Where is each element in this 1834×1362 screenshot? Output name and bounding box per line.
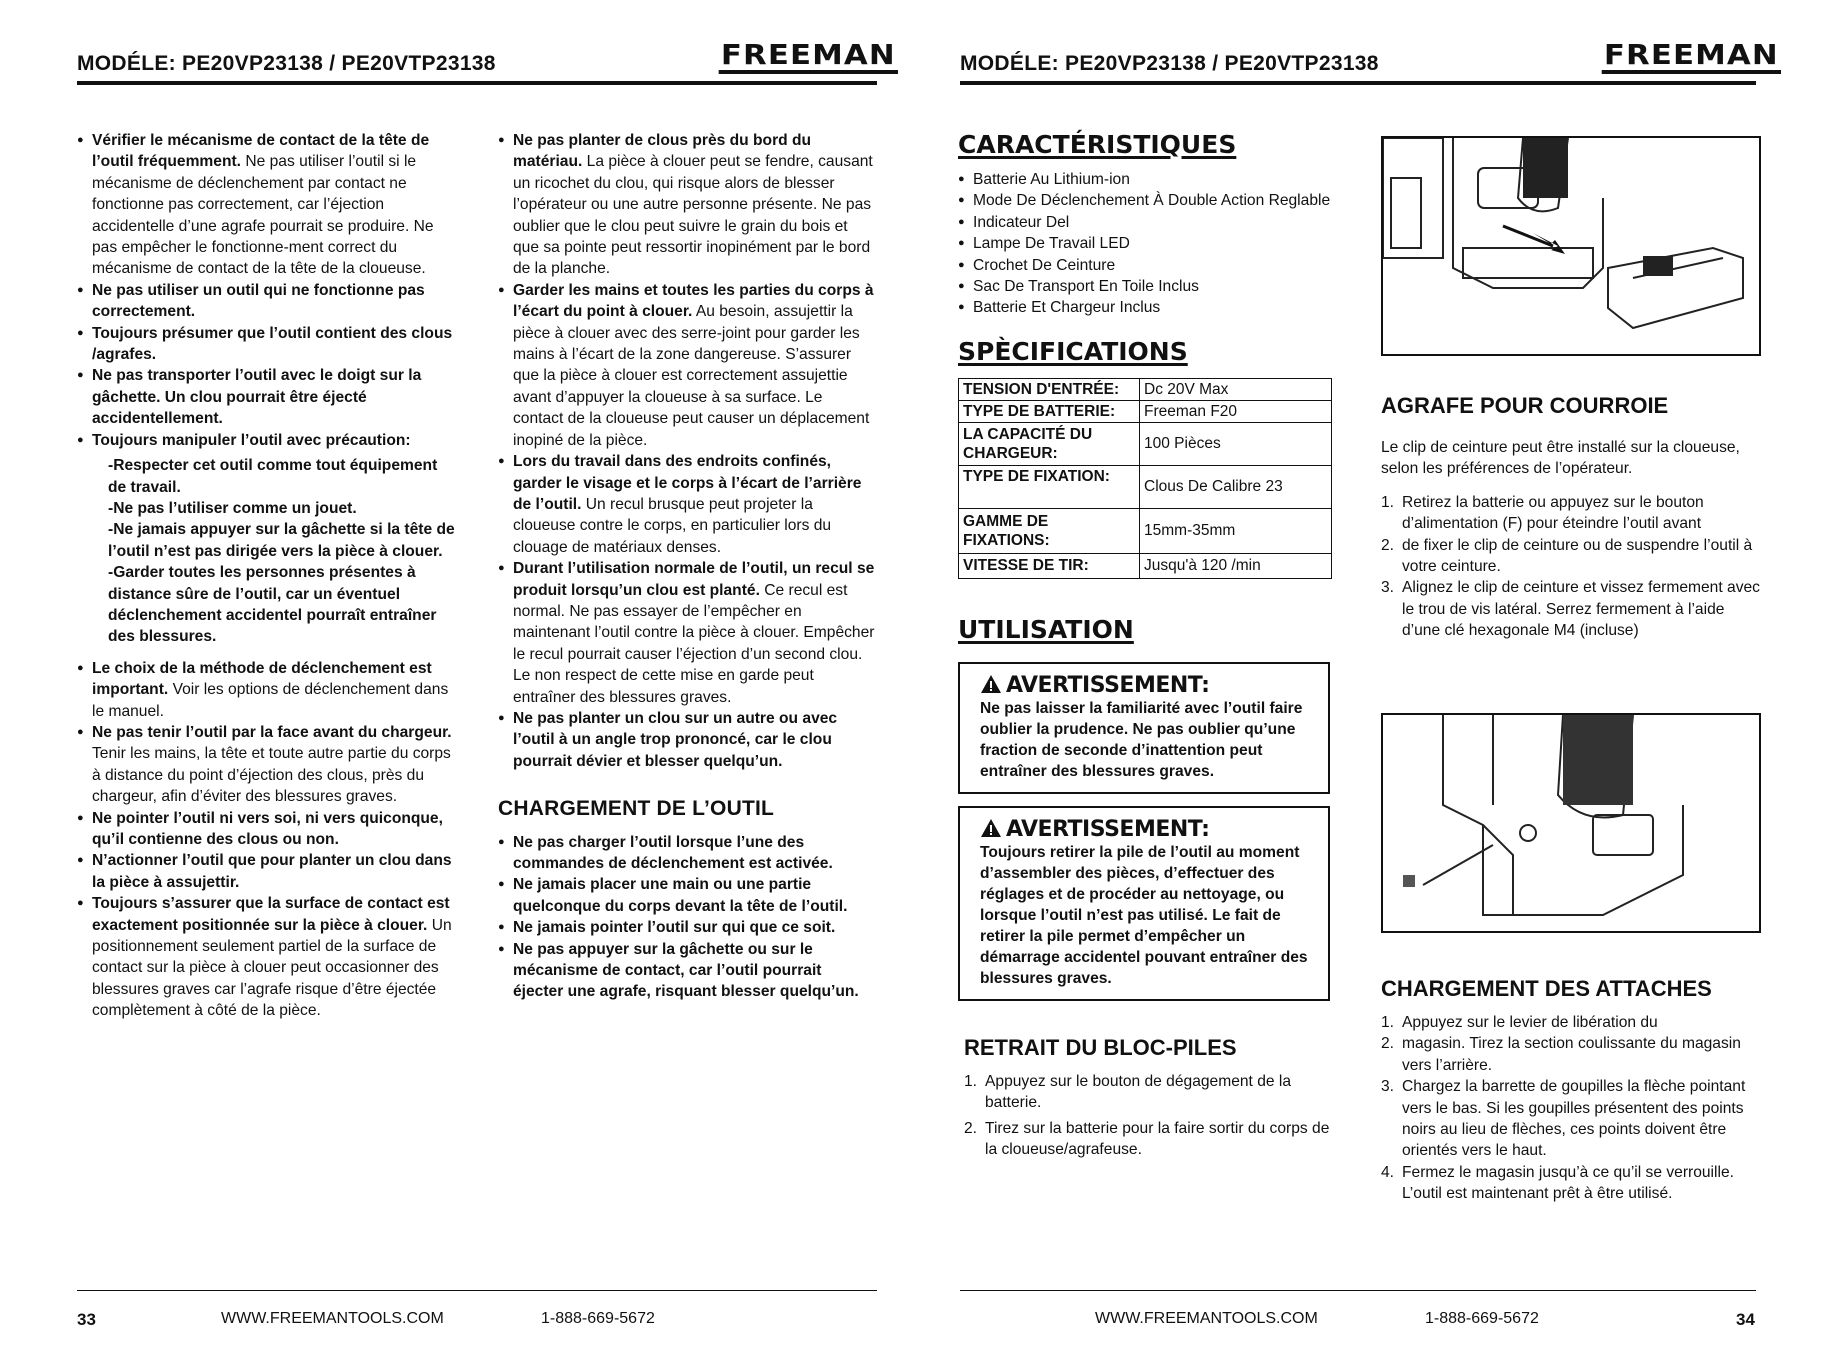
battery-removal-steps xyxy=(964,1071,1334,1161)
footer-phone-left: 1-888-669-5672 xyxy=(541,1310,655,1327)
table-row: TYPE DE BATTERIE: Freeman F20 xyxy=(959,400,1332,422)
list-item: ● Ne jamais pointer l’outil sur qui que ce soit. xyxy=(498,917,876,938)
list-item: ● Ne pas utiliser un outil qui ne fonctionne pas correctement. xyxy=(77,280,455,323)
list-item: 3. Chargez la barrette de goupilles la flèche pointant vers le bas. Si les goupilles présentent des points noirs au lieu de flèches, ces points doivent être orientés vers le haut. xyxy=(1381,1078,1746,1160)
sub-item: -Ne pas l’utiliser comme un jouet. xyxy=(108,499,357,517)
right-column-2 xyxy=(1381,393,1761,642)
list-item: ● Ne pas tenir l’outil par la face avant du chargeur. Tenir les mains, la tête et toute autre partie du corps à distance du point d’éjection des clous, près du chargeur, afin d’éviter des blessures graves. xyxy=(77,722,455,808)
list-item: ● Toujours présumer que l’outil contient des clous /agrafes. xyxy=(77,323,455,366)
nailer-battery-image xyxy=(1383,138,1759,354)
specifications-table xyxy=(958,378,1332,579)
fasteners-steps xyxy=(1381,1012,1761,1205)
list-item: 1. Appuyez sur le bouton de dégagement de la batterie. xyxy=(964,1072,1292,1112)
table-row: VITESSE DE TIR: Jusqu'à 120 /min xyxy=(959,553,1332,578)
warning-text: Toujours retirer la pile de l’outil au moment d’assembler des pièces, d’effectuer des réglages et de procéder au nettoyage, ou lorsque l’outil n’est pas utilisé. Le fait de retirer la pile permet d’empêcher un démarrage accidentel pouvant entraîner des blessures graves. xyxy=(980,843,1308,987)
footer-rule-left xyxy=(77,1290,877,1291)
belt-clip-illustration xyxy=(1381,713,1761,933)
list-item: ● Ne pas charger l’outil lorsque l’une des commandes de déclenchement est activée. xyxy=(498,832,876,875)
list-item: ● Ne pointer l’outil ni vers soi, ni vers quiconque, qu’il contienne des clous ou non. xyxy=(77,808,455,851)
page-number-right: 34 xyxy=(1736,1310,1755,1329)
warning-triangle-icon xyxy=(980,674,1002,694)
list-item: ● Ne pas planter un clou sur un autre ou avec l’outil à un angle trop prononcé, car le clou pourrait dévier et blesser quelqu’un. xyxy=(498,708,876,772)
right-column-1 xyxy=(958,130,1338,1160)
list-item: 1. Retirez la batterie ou appuyez sur le bouton d’alimentation (F) pour éteindre l’outil avant xyxy=(1381,493,1704,533)
list-item: ● Crochet De Ceinture xyxy=(958,255,1338,276)
list-item: ● Ne pas planter de clous près du bord du matériau. La pièce à clouer peut se fendre, causant un ricochet du clou, qui risque alors de blesser l’opérateur ou une autre personne présente. Ne pas oublier que le clou peut suivre le grain du bois et que sa pointe peut ressortir inopinément par le bord de la planche. xyxy=(498,130,876,280)
safety-column-1 xyxy=(77,130,455,1022)
list-item: ● Batterie Et Chargeur Inclus xyxy=(958,297,1338,318)
list-item: ● Indicateur Del xyxy=(958,212,1338,233)
footer-phone-right: 1-888-669-5672 xyxy=(1425,1310,1539,1327)
features-heading: CARACTÉRISTIQUES xyxy=(958,130,1237,159)
battery-removal-heading: RETRAIT DU BLOC-PILES xyxy=(964,1034,1237,1060)
list-item: ● Ne pas transporter l’outil avec le doigt sur la gâchette. Un clou pourrait être éjecté accidentellement. xyxy=(77,365,455,429)
list-item: 1. Appuyez sur le levier de libération du xyxy=(1381,1014,1658,1031)
warning-title: AVERTISSEMENT: xyxy=(980,674,1310,696)
list-item: ● Ne jamais placer une main ou une partie quelconque du corps devant la tête de l’outil. xyxy=(498,874,876,917)
list-item: 2. magasin. Tirez la section coulissante du magasin vers l’arrière. xyxy=(1381,1035,1741,1074)
sub-item: -Garder toutes les personnes présentes à distance sûre de l’outil, car un éventuel déclenchement accidentel pourraît entraîner des blessures. xyxy=(108,564,437,646)
list-item: ● Sac De Transport En Toile Inclus xyxy=(958,276,1338,297)
list-item: ● N’actionner l’outil que pour planter un clou dans la pièce à assujettir. xyxy=(77,850,455,893)
sub-item: -Ne jamais appuyer sur la gâchette si la tête de l’outil n’est pas dirigée vers la pièce à clouer. xyxy=(108,521,455,560)
warning-triangle-icon xyxy=(980,818,1002,838)
page-header-title-right: MODÉLE: PE20VP23138 / PE20VTP23138 xyxy=(960,52,1379,75)
list-item: ● Ne pas appuyer sur la gâchette ou sur le mécanisme de contact, car l’outil pourrait éjecter une agrafe, risquant blesser quelqu’un. xyxy=(498,939,876,1003)
warning-box-1 xyxy=(958,662,1330,794)
footer-rule-right xyxy=(960,1290,1756,1291)
list-item: 3. Alignez le clip de ceinture et vissez fermement avec le trou de vis latéral. Serrez fermement à l’aide d’une clé hexagonale M4 (incluse) xyxy=(1381,579,1760,640)
list-item: ● Toujours manipuler l’outil avec précaution: xyxy=(77,430,455,451)
list-item: ● Toujours s’assurer que la surface de contact est exactement positionnée sur la pièce à clouer. Un positionnement seulement partiel de la surface de contact sur la pièce à clouer peut occasionner des blessures graves car l’agrafe risque d’être éjectée complètement à côté de la pièce. xyxy=(77,893,455,1021)
list-item: ● Le choix de la méthode de déclenchement est important. Voir les options de déclenchement dans le manuel. xyxy=(77,658,455,722)
page-header-title-left: MODÉLE: PE20VP23138 / PE20VTP23138 xyxy=(77,52,496,75)
footer-url-left: WWW.FREEMANTOOLS.COM xyxy=(221,1310,444,1327)
right-column-2b xyxy=(1381,976,1761,1205)
fasteners-heading: CHARGEMENT DES ATTACHES xyxy=(1381,976,1712,1001)
list-item: ● Mode De Déclenchement À Double Action Reglable xyxy=(958,190,1338,211)
list-item: ● Vérifier le mécanisme de contact de la tête de l’outil fréquemment. Ne pas utiliser l’outil si le mécanisme de déclenchement par contact ne fonctionne pas correctement, car l’éjection accidentelle d’une agrafe pourrait se produire. Ne pas empêcher le fonctionne-ment correct du mécanisme de contact de la tête de la cloueuse. xyxy=(77,130,455,280)
belt-clip-steps xyxy=(1381,492,1761,642)
table-row: TYPE DE FIXATION: Clous De Calibre 23 xyxy=(959,465,1332,508)
list-item: ● Garder les mains et toutes les parties du corps à l’écart du point à clouer. Au besoin, assujettir la pièce à clouer avec des serre-joint pour garder les mains à l’écart de la zone dangereuse. S’assurer que la pièce à clouer est correctement assujettie avant d’appuyer la cloueuse à sa surface. Le contact de la cloueuse peut causer un déplacement inopiné de la pièce. xyxy=(498,280,876,451)
table-row: LA CAPACITÉ DU CHARGEUR: 100 Pièces xyxy=(959,422,1332,465)
page-number-left: 33 xyxy=(77,1310,96,1329)
freeman-logo-right: FREEMAN xyxy=(1602,40,1781,74)
usage-heading: UTILISATION xyxy=(958,614,1134,644)
freeman-logo-left: FREEMAN xyxy=(719,40,898,74)
table-row: TENSION D'ENTRÉE: Dc 20V Max xyxy=(959,378,1332,400)
footer-url-right: WWW.FREEMANTOOLS.COM xyxy=(1095,1310,1318,1327)
list-item: ● Batterie Au Lithium-ion xyxy=(958,169,1338,190)
list-item: 2. Tirez sur la batterie pour la faire sortir du corps de la cloueuse/agrafeuse. xyxy=(964,1119,1330,1159)
features-list xyxy=(958,169,1338,319)
sub-item: -Respecter cet outil comme tout équipement de travail. xyxy=(108,457,438,496)
list-item: 4. Fermez le magasin jusqu’à ce qu’il se verrouille. L’outil est maintenant prêt à être utilisé. xyxy=(1381,1163,1734,1203)
battery-removal-illustration xyxy=(1381,136,1761,356)
header-rule-right xyxy=(960,81,1756,85)
header-rule-left xyxy=(77,81,877,85)
list-item: ● Lampe De Travail LED xyxy=(958,233,1338,254)
table-row: GAMME DE FIXATIONS: 15mm-35mm xyxy=(959,508,1332,553)
section-heading-loading: CHARGEMENT DE L’OUTIL xyxy=(498,797,775,821)
warning-title: AVERTISSEMENT: xyxy=(980,818,1310,840)
belt-clip-image xyxy=(1383,715,1759,931)
warning-text: Ne pas laisser la familiarité avec l’outil faire oublier la prudence. Ne pas oublier qu’une fraction de seconde d’inattention peut entraîner des blessures graves. xyxy=(980,699,1303,780)
belt-clip-intro: Le clip de ceinture peut être installé sur la cloueuse, selon les préférences de l’opérateur. xyxy=(1381,439,1740,478)
specifications-heading: SPÈCIFICATIONS xyxy=(958,336,1188,366)
belt-clip-heading: AGRAFE POUR COURROIE xyxy=(1381,393,1669,418)
warning-box-2 xyxy=(958,806,1330,1001)
list-item: 2. de fixer le clip de ceinture ou de suspendre l’outil à votre ceinture. xyxy=(1381,536,1753,576)
safety-column-2 xyxy=(498,130,876,1003)
list-item: ● Lors du travail dans des endroits confinés, garder le visage et le corps à l’écart de l’arrière de l’outil. Un recul brusque peut projeter la cloueuse contre le corps, en particulier lors du clouage de matériaux denses. xyxy=(498,451,876,558)
list-item: ● Durant l’utilisation normale de l’outil, un recul se produit lorsqu’un clou est planté. Ce recul est normal. Ne pas essayer de l’empêcher en maintenant l’outil contre la pièce à clouer. Empêcher le recul pourrait causer l’éjection d’un second clou. Le non respect de cette mise en garde peut entraîner des blessures graves. xyxy=(498,558,876,708)
